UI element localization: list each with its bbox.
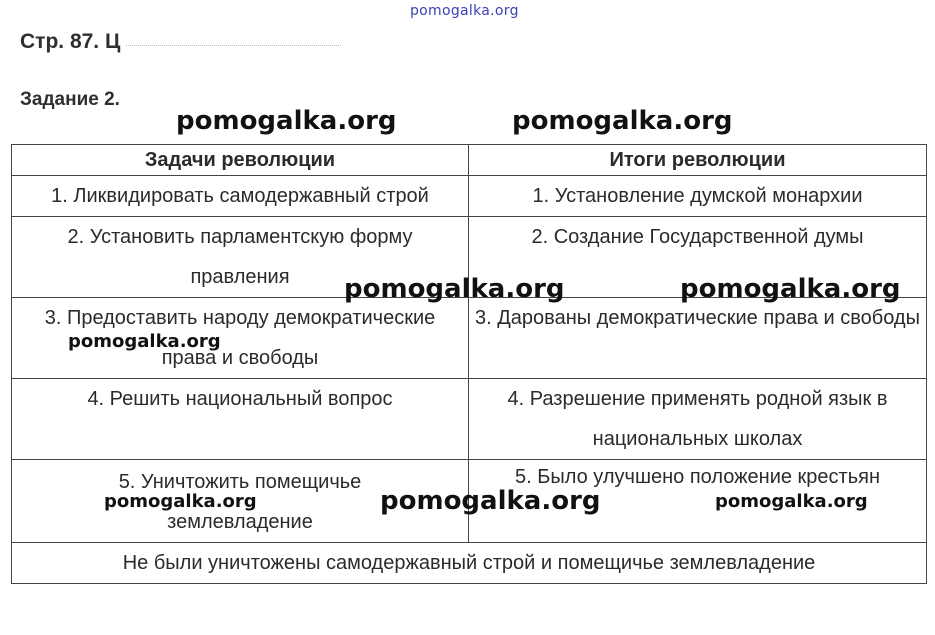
table-cell: 4. Разрешение применять родной язык в национальных школах xyxy=(469,379,927,460)
table-cell: 5. Уничтожить помещичье землевладение xyxy=(12,460,469,543)
table-cell: 1. Установление думской монархии xyxy=(469,176,927,217)
watermark: pomogalka.org xyxy=(176,106,397,136)
watermark: pomogalka.org xyxy=(380,486,601,516)
task-title: Задание 2. xyxy=(20,89,120,110)
answers-table xyxy=(11,144,927,584)
column-header-results: Итоги революции xyxy=(469,145,927,176)
table-cell: 2. Создание Государственной думы xyxy=(469,217,927,298)
table-cell: 2. Установить парламентскую форму правления xyxy=(12,217,469,298)
table-row xyxy=(12,176,927,217)
table-cell: 5. Было улучшено положение крестьян xyxy=(469,460,927,543)
watermark: pomogalka.org xyxy=(104,491,257,512)
watermark-top: pomogalka.org xyxy=(410,3,519,19)
table-cell: 3. Предоставить народу демократические права и свободы xyxy=(12,298,469,379)
watermark: pomogalka.org xyxy=(68,331,221,352)
page-title-text: Стр. 87. Ц xyxy=(20,30,121,53)
watermark: pomogalka.org xyxy=(715,491,868,512)
table-footer-row xyxy=(12,543,927,584)
watermark: pomogalka.org xyxy=(512,106,733,136)
table-cell: 1. Ликвидировать самодержавный строй xyxy=(12,176,469,217)
table-row xyxy=(12,379,927,460)
column-header-tasks: Задачи революции xyxy=(12,145,469,176)
watermark: pomogalka.org xyxy=(344,274,565,304)
table-cell: 4. Решить национальный вопрос xyxy=(12,379,469,460)
redacted-title-area xyxy=(126,39,341,46)
watermark: pomogalka.org xyxy=(680,274,901,304)
table-footer-cell: Не были уничтожены самодержавный строй и помещичье землевладение xyxy=(12,543,927,584)
table-header-row xyxy=(12,145,927,176)
page-title xyxy=(20,30,341,54)
table-cell: 3. Дарованы демократические права и свободы xyxy=(469,298,927,379)
